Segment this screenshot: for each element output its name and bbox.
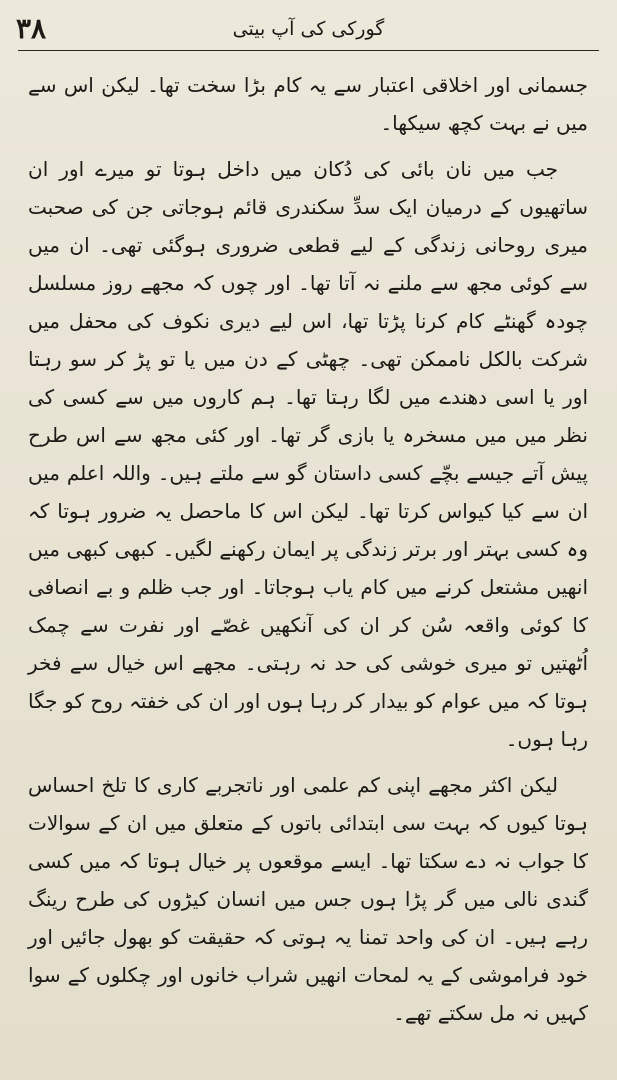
paragraph-2: جب میں نان بائی کی دُکان میں داخل ہوتا تو میرے اور ان ساتھیوں کے درمیان ایک سدِّ سکندری قائم ہوجاتی جن کی صحبت میری روحانی زندگی کے لیے قطعی ضروری ہوگئی تھی۔ ان میں سے کوئی مجھ سے ملنے نہ آتا تھا۔ اور چوں کہ مجھے روز مسلسل چودہ گھنٹے کام کرنا پڑتا تھا، اس لیے دیری نکوف کی محفل میں شرکت بالکل ناممکن تھی۔ چھٹی کے دن میں یا تو پڑ کر سو رہتا اور یا اسی دھندے میں لگا رہتا تھا۔ ہم کاروں میں سے کسی کی نظر میں میں مسخرہ یا بازی گر تھا۔ اور کئی مجھ سے اس طرح پیش آتے جیسے بچّے کسی داستان گو سے ملتے ہیں۔ واللہ اعلم میں ان سے کیا کیواس کرتا تھا۔ لیکن اس کا ماحصل یہ ضرور ہوتا کہ وہ کسی بہتر اور برتر زندگی پر ایمان رکھنے لگیں۔ کبھی کبھی میں انھیں مشتعل کرنے میں کام یاب ہوجاتا۔ اور جب ظلم و بے انصافی کا کوئی واقعہ سُن کر ان کی آنکھیں غصّے اور نفرت سے چمک اُٹھتیں تو میری خوشی کی حد نہ رہتی۔ مجھے اس خیال سے فخر ہوتا کہ میں عوام کو بیدار کر رہا ہوں اور ان کی خفتہ روح کو جگا رہا ہوں۔: [28, 157, 588, 751]
page-header: [0, 6, 617, 50]
page-number: ۳۸: [16, 12, 47, 45]
paragraph-1: جسمانی اور اخلاقی اعتبار سے یہ کام بڑا سخت تھا۔ لیکن اس سے میں نے بہت کچھ سیکھا۔: [28, 73, 588, 135]
running-title: گورکی کی آپ بیتی: [232, 18, 385, 40]
header-rule: [18, 50, 599, 51]
page-body: [28, 66, 588, 1032]
paragraph-3: لیکن اکثر مجھے اپنی کم علمی اور ناتجربے کاری کا تلخ احساس ہوتا کیوں کہ بہت سی ابتدائی باتوں کے متعلق میں ان کے سوالات کا جواب نہ دے سکتا تھا۔ ایسے موقعوں پر خیال ہوتا کہ میں کسی گندی نالی میں گر پڑا ہوں جس میں انسان کیڑوں کی طرح رینگ رہے ہیں۔ ان کی واحد تمنا یہ ہوتی کہ حقیقت کو بھول جائیں اور خود فراموشی کے یہ لمحات انھیں شراب خانوں اور چکلوں کے سوا کہیں نہ مل سکتے تھے۔: [28, 773, 588, 1025]
